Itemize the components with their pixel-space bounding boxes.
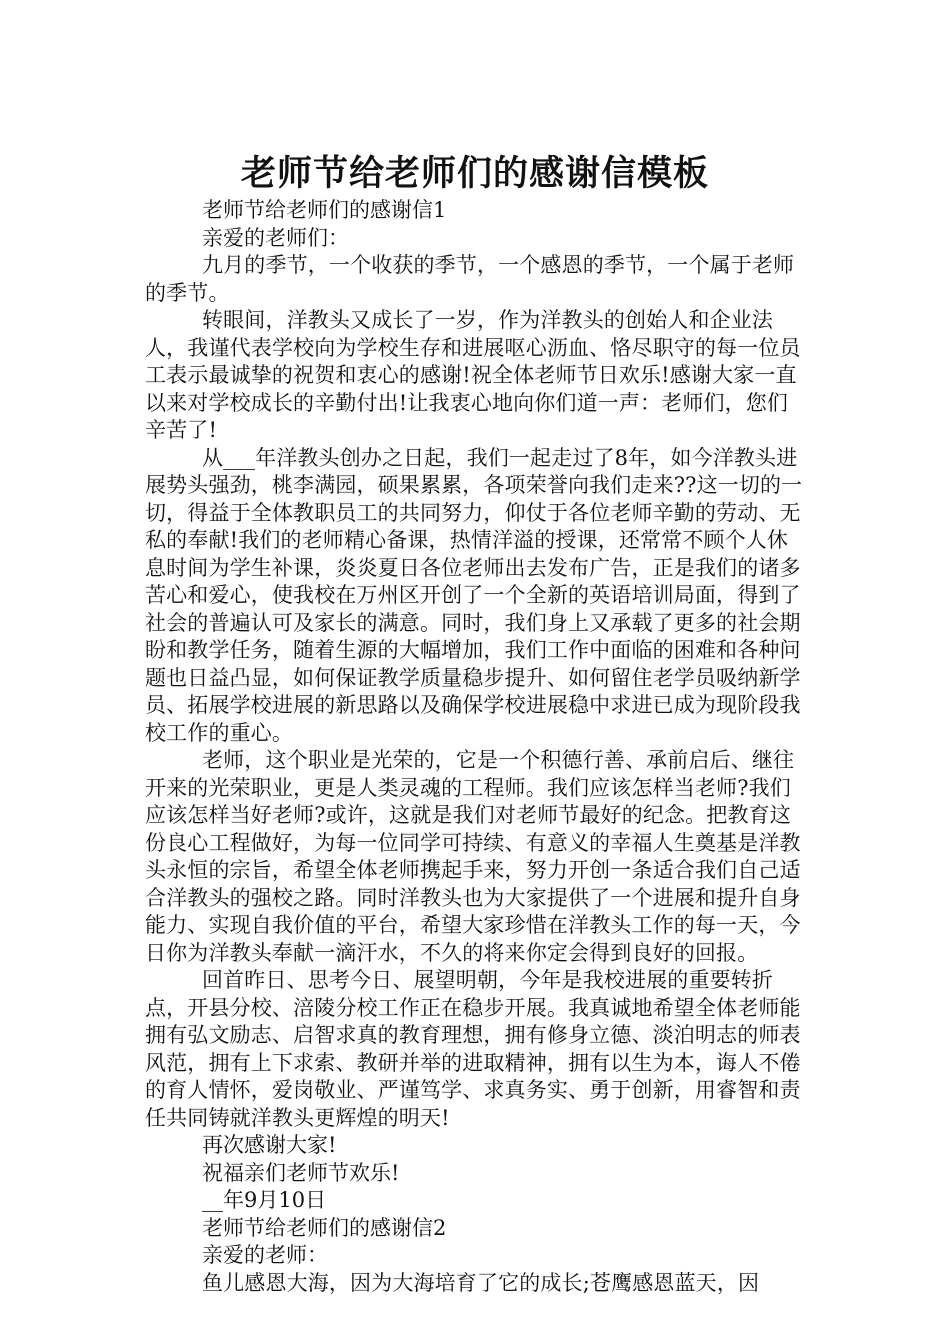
document-title: 老师节给老师们的感谢信模板 — [240, 153, 709, 195]
paragraph-6: 鱼儿感恩大海，因为大海培育了它的成长;苍鹰感恩蓝天，因 — [202, 1270, 760, 1295]
paragraph-3: 从___年洋教头创办之日起，我们一起走过了8年，如今洋教头进展势头强劲，桃李满园，硕果累累，各项荣誉向我们走来??这一切的一切，得益于全体教职员工的共同努力，仰仗于各位老师辛勤的劳动、无私的奉献!我们的老师精心备课，热情洋溢的授课，还常常不顾个人休息时间为学生补课，炎炎夏日各位老师出去发布广告，正是我们的诸多苦心和爱心，使我校在万州区开创了一个全新的英语培训局面，得到了社会的普遍认可及家长的满意。同时，我们身上又承载了更多的社会期盼和教学任务，随着生源的大幅增加，我们工作中面临的困难和各种问题也日益凸显，如何保证教学质量稳步提升、如何留住老学员吸纳新学员、拓展学校进展的新思路以及确保学校进展稳中求进已成为现阶段我校工作的重心。 — [145, 445, 803, 745]
paragraph-2: 转眼间，洋教头又成长了一岁，作为洋教头的创始人和企业法人，我谨代表学校向为学校生存和进展呕心沥血、恪尽职守的每一位员工表示最诚挚的祝贺和衷心的感谢!祝全体老师节日欢乐!感谢大家一直以来对学校成长的辛勤付出!让我衷心地向你们道一声：老师们，您们辛苦了! — [145, 308, 801, 442]
document-body — [145, 197, 807, 1297]
closing-thanks: 再次感谢大家! — [202, 1133, 337, 1157]
salutation-1: 亲爱的老师们： — [202, 225, 349, 250]
paragraph-4: 老师，这个职业是光荣的，它是一个积德行善、承前启后、继往开来的光荣职业，更是人类灵魂的工程师。我们应该怎样当老师?我们应该怎样当好老师?或许，这就是我们对老师节最好的纪念。把教育这份良心工程做好，为每一位同学可持续、有意义的幸福人生奠基是洋教头永恒的宗旨，希望全体老师携起手来，努力开创一条适合我们自己适合洋教头的强校之路。同时洋教头也为大家提供了一个进展和提升自身能力、实现自我价值的平台，希望大家珍惜在洋教头工作的每一天，今日你为洋教头奉献一滴汗水，不久的将来你定会得到良好的回报。 — [145, 748, 801, 965]
letter-heading-1: 老师节给老师们的感谢信1 — [202, 198, 447, 222]
letter-heading-2: 老师节给老师们的感谢信2 — [202, 1215, 447, 1240]
closing-wishes: 祝福亲们老师节欢乐! — [202, 1160, 400, 1185]
paragraph-5: 回首昨日、思考今日、展望明朝，今年是我校进展的重要转折点，开县分校、涪陵分校工作正在稳步开展。我真诚地希望全体老师能拥有弘文励志、启智求真的教育理想，拥有修身立德、淡泊明志的师表风范，拥有上下求索、教研并举的进取精神，拥有以生为本，诲人不倦的育人情怀，爱岗敬业、严谨笃学、求真务实、勇于创新，用睿智和责任共同铸就洋教头更辉煌的明天! — [145, 968, 801, 1130]
paragraph-1: 九月的季节，一个收获的季节，一个感恩的季节，一个属于老师的季节。 — [145, 253, 795, 305]
salutation-2: 亲爱的老师： — [202, 1243, 328, 1267]
letter-date: __年9月10日 — [202, 1188, 327, 1212]
